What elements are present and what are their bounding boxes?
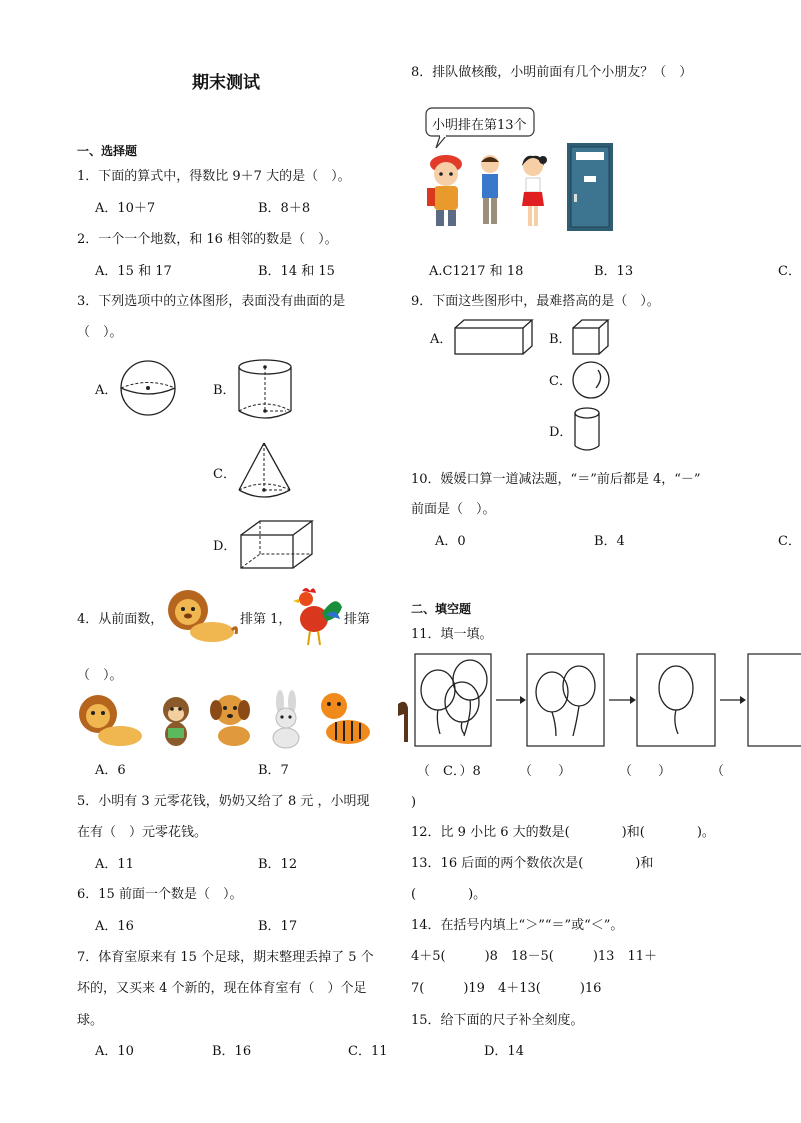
- q11-blank-3[interactable]: （ ）: [619, 764, 672, 779]
- question-6: 6．15 前面一个数是（ ）。: [77, 887, 243, 902]
- q9-option-c[interactable]: C．: [549, 374, 572, 389]
- question-3-paren: （ ）。: [77, 325, 123, 340]
- q9-option-d[interactable]: D．: [549, 425, 573, 440]
- door-icon: [566, 142, 614, 232]
- page-title: 期末测试: [192, 73, 260, 93]
- q9-sphere-figure: [570, 360, 614, 402]
- q4-option-b[interactable]: B．7: [258, 763, 289, 778]
- q3-option-a[interactable]: A．: [95, 383, 118, 398]
- question-7-line3: 球。: [77, 1013, 104, 1028]
- child-girl-icon: [518, 154, 548, 232]
- q1-option-b[interactable]: B．8＋8: [258, 201, 311, 216]
- question-1: 1．下面的算式中，得数比 9＋7 大的是（ ）。: [77, 169, 351, 184]
- question-4-part1: 4．从前面数，: [77, 612, 164, 627]
- q8-option-a[interactable]: A.C1217 和 18: [429, 264, 524, 279]
- question-7-line1: 7．体育室原来有 15 个足球，期末整理丢掉了 5 个: [77, 950, 374, 965]
- q7-option-a[interactable]: A．10: [95, 1044, 134, 1059]
- sphere-figure: [118, 360, 180, 418]
- rabbit-icon: [266, 690, 308, 750]
- q3-option-b[interactable]: B．: [213, 383, 236, 398]
- puppy-icon: [206, 692, 258, 750]
- question-4-part2: 排第 1，: [240, 612, 292, 627]
- question-8: 8．排队做核酸，小明前面有几个小朋友？（ ）: [411, 65, 693, 80]
- q8-option-b[interactable]: B．13: [594, 264, 634, 279]
- q8-option-c[interactable]: C．: [778, 264, 801, 279]
- question-2: 2．一个一个地数，和 16 相邻的数是（ ）。: [77, 232, 338, 247]
- q2-option-b[interactable]: B．14 和 15: [258, 264, 335, 279]
- question-9: 9．下面这些图形中，最难搭高的是（ ）。: [411, 294, 660, 309]
- question-4-part3: 排第: [344, 612, 371, 627]
- cuboid-figure: [238, 518, 316, 572]
- q11-blank-4[interactable]: （: [711, 764, 725, 779]
- tiger-icon: [316, 690, 372, 750]
- balloon-sequence: [414, 652, 794, 748]
- question-12: 12．比 9 小比 6 大的数是( )和( )。: [411, 825, 715, 840]
- q3-option-d[interactable]: D．: [213, 539, 237, 554]
- speech-bubble-text: 小明排在第13个: [432, 118, 527, 133]
- question-4-paren: （ ）。: [77, 668, 123, 683]
- q9-cylinder-figure: [572, 406, 606, 454]
- question-15: 15．给下面的尺子补全刻度。: [411, 1013, 584, 1028]
- q10-option-c[interactable]: C．: [778, 534, 801, 549]
- q6-option-a[interactable]: A．16: [95, 919, 134, 934]
- q10-option-b[interactable]: B．4: [594, 534, 625, 549]
- lion-icon: [76, 694, 146, 750]
- question-5-line1: 5．小明有 3 元零花钱，奶奶又给了 8 元 ，小明现: [77, 794, 370, 809]
- q9-cuboid-figure: [452, 318, 536, 358]
- q2-option-a[interactable]: A．15 和 17: [95, 264, 172, 279]
- question-13-line2: ( )。: [411, 887, 487, 902]
- question-10-line2: 前面是（ ）。: [411, 502, 496, 517]
- question-14-row2: 7( )19 4＋13( )16: [411, 981, 602, 996]
- q11-close-paren: ): [411, 795, 417, 810]
- lion-icon: [164, 588, 238, 646]
- q9-option-b[interactable]: B．: [549, 332, 572, 347]
- cylinder-figure: [236, 358, 298, 422]
- q5-option-b[interactable]: B．12: [258, 857, 298, 872]
- q7-option-b[interactable]: B．16: [212, 1044, 252, 1059]
- q11-blank-2[interactable]: （ ）: [519, 764, 572, 779]
- q6-option-b[interactable]: B．17: [258, 919, 298, 934]
- q3-option-c[interactable]: C．: [213, 467, 236, 482]
- question-7-line2: 坏的，又买来 4 个新的，现在体育室有（ ）个足: [77, 981, 367, 996]
- q11-blank-1[interactable]: （ C．）8: [417, 764, 481, 779]
- q10-option-a[interactable]: A．0: [435, 534, 466, 549]
- section-heading-choice: 一、选择题: [77, 144, 138, 158]
- child-boy-icon: [476, 154, 504, 232]
- question-10-line1: 10．媛媛口算一道减法题，“＝”前后都是 4，“－”: [411, 472, 701, 487]
- q7-option-c[interactable]: C．11: [348, 1044, 388, 1059]
- q7-option-d[interactable]: D．14: [484, 1044, 524, 1059]
- cone-figure: [236, 440, 296, 504]
- q9-cube-figure: [570, 318, 614, 358]
- rooster-icon: [292, 585, 344, 649]
- question-14: 14．在括号内填上“＞”“＝”或“＜”。: [411, 918, 624, 933]
- q1-option-a[interactable]: A．10＋7: [95, 201, 156, 216]
- section-heading-fill: 二、填空题: [411, 602, 472, 616]
- question-5-line2: 在有（ ）元零花钱。: [77, 825, 208, 840]
- q9-option-a[interactable]: A．: [430, 332, 453, 347]
- question-11: 11．填一填。: [411, 627, 493, 642]
- question-3: 3．下列选项中的立体图形，表面没有曲面的是: [77, 294, 346, 309]
- horse-icon-partial: [396, 694, 410, 750]
- monkey-icon: [156, 694, 198, 750]
- q4-option-a[interactable]: A．6: [95, 763, 126, 778]
- xiaoming-icon: [424, 152, 468, 232]
- question-13-line1: 13．16 后面的两个数依次是( )和: [411, 856, 654, 871]
- question-14-row1: 4＋5( )8 18－5( )13 11＋: [411, 949, 657, 964]
- q5-option-a[interactable]: A．11: [95, 857, 134, 872]
